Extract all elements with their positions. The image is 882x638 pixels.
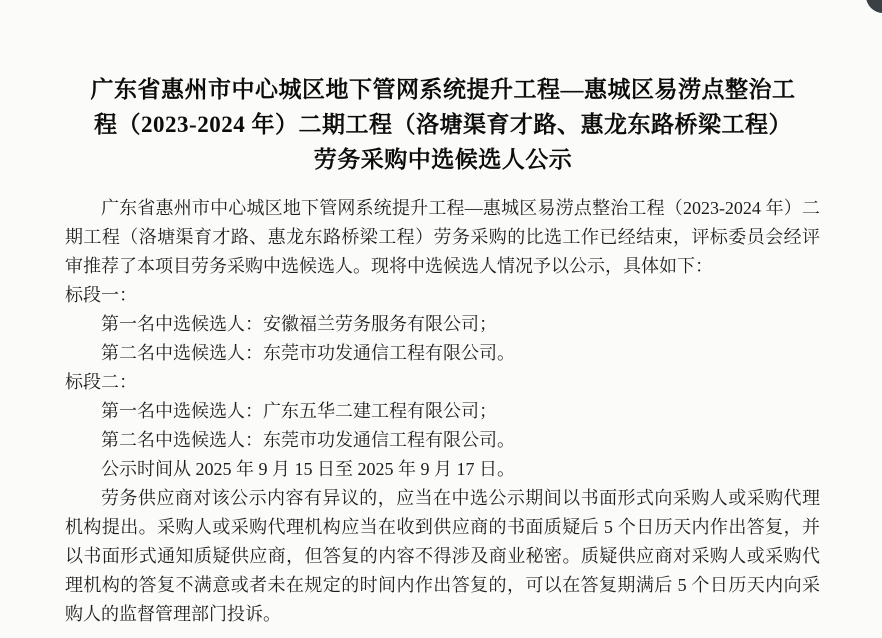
title-line: 程（2023-2024 年）二期工程（洛塘渠育才路、惠龙东路桥梁工程） bbox=[94, 112, 792, 137]
notice-body bbox=[65, 194, 820, 629]
notice-title bbox=[62, 72, 824, 177]
section-heading: 标段二： bbox=[65, 372, 137, 392]
corner-dark-circle[interactable] bbox=[866, 0, 882, 13]
intro-paragraph: 广东省惠州市中心城区地下管网系统提升工程—惠城区易涝点整治工程（2023-2024 年）二期工程（洛塘渠育才路、惠龙东路桥梁工程）劳务采购的比选工作已经结束，评标委员会经评审推荐了本项目劳务采购中选候选人。现将中选候选人情况予以公示，具体如下： bbox=[65, 198, 820, 276]
candidate-line: 第二名中选候选人：东莞市功发通信工程有限公司。 bbox=[101, 430, 515, 450]
objection-paragraph: 劳务供应商对该公示内容有异议的，应当在中选公示期间以书面形式向采购人或采购代理机构提出。采购人或采购代理机构应当在收到供应商的书面质疑后 5 个日历天内作出答复，并以书面形式通知质疑供应商，但答复的内容不得涉及商业秘密。质疑供应商对采购人或采购代理机构的答复不满意或者未在规定的时间内作出答复的，可以在答复期满后 5 个日历天内向采购人的监督管理部门投诉。 bbox=[65, 488, 820, 624]
title-line: 劳务采购中选候选人公示 bbox=[313, 147, 573, 172]
publicity-period-line: 公示时间从 2025 年 9 月 15 日至 2025 年 9 月 17 日。 bbox=[101, 459, 515, 479]
candidate-line: 第一名中选候选人：安徽福兰劳务服务有限公司； bbox=[101, 314, 497, 334]
title-line: 广东省惠州市中心城区地下管网系统提升工程—惠城区易涝点整治工 bbox=[90, 77, 796, 102]
section-heading: 标段一： bbox=[65, 285, 137, 305]
candidate-line: 第一名中选候选人：广东五华二建工程有限公司； bbox=[101, 401, 497, 421]
candidate-line: 第二名中选候选人：东莞市功发通信工程有限公司。 bbox=[101, 343, 515, 363]
